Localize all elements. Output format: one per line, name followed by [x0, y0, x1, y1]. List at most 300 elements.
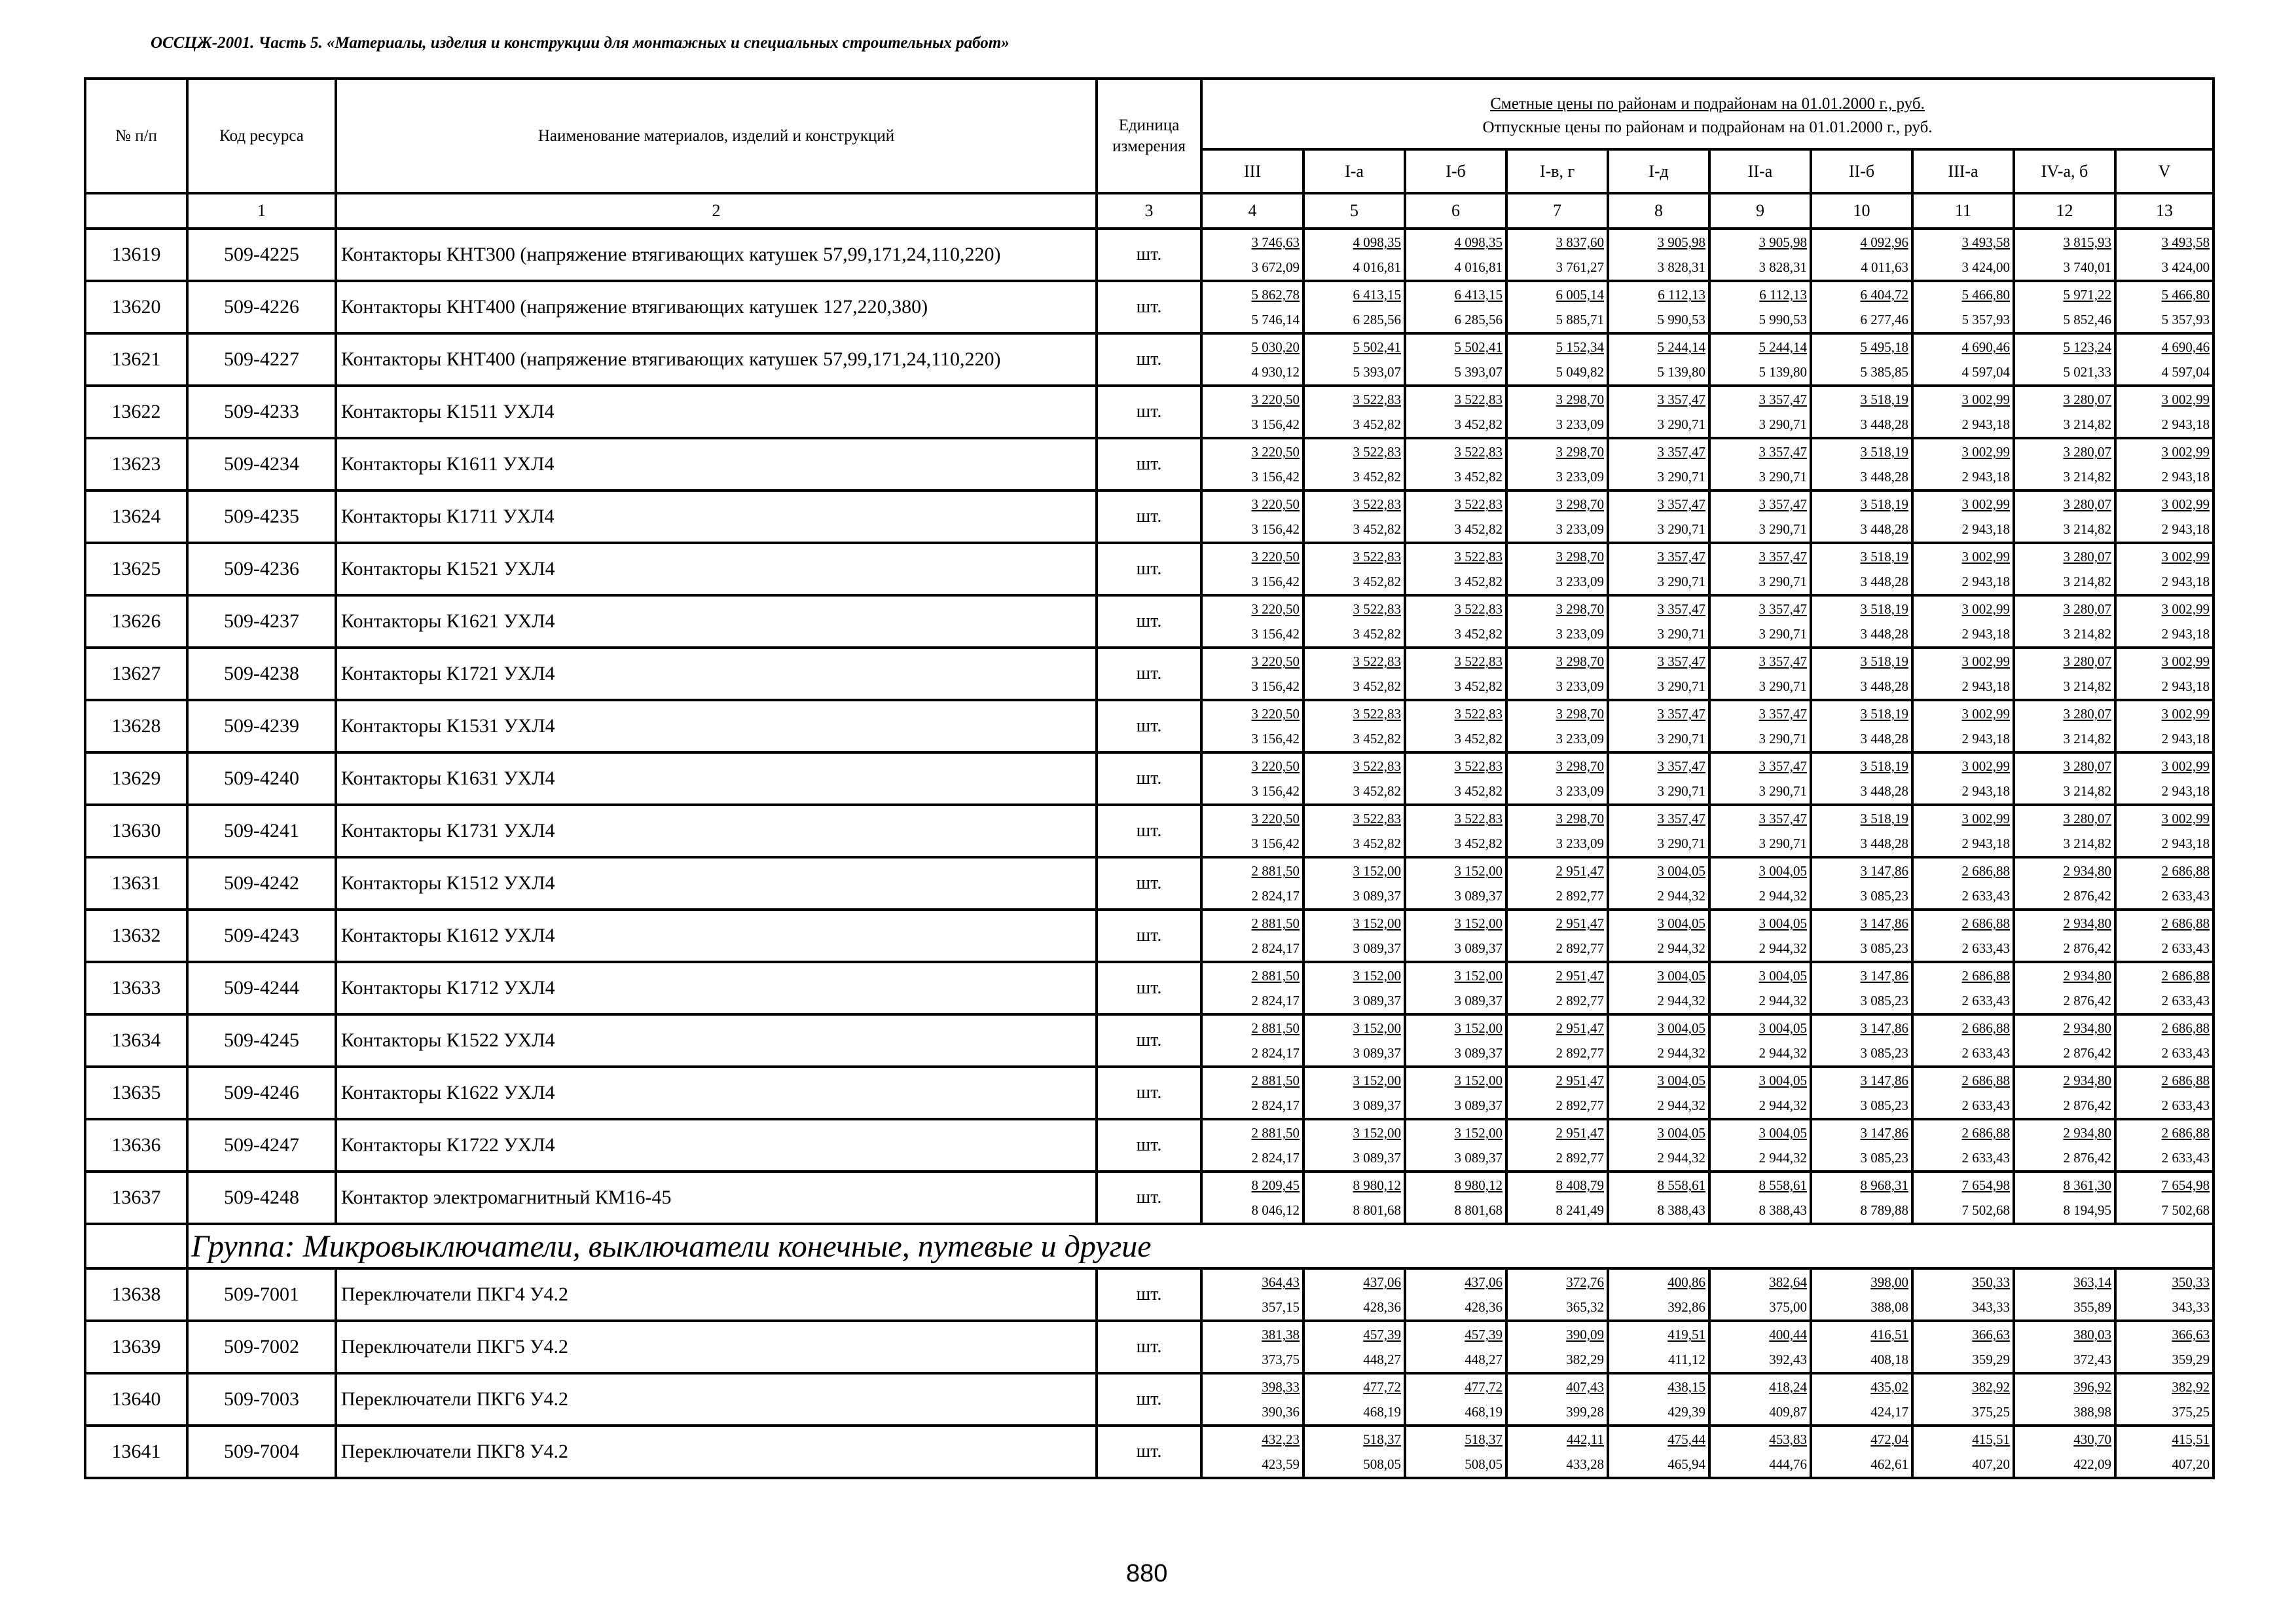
release-price: 3 448,28: [1860, 836, 1908, 851]
price-cell: [1811, 910, 1912, 962]
price-cell: [1201, 281, 1303, 333]
resource-code: 509-7001: [187, 1268, 336, 1321]
price-cell: [2014, 1268, 2115, 1321]
estimate-price: 3 152,00: [1353, 863, 1401, 879]
resource-code: 509-4246: [187, 1067, 336, 1119]
estimate-price: 3 004,05: [1657, 1020, 1705, 1036]
release-price: 5 021,33: [2063, 364, 2111, 380]
table-row: [85, 752, 2214, 805]
price-cell: [1303, 805, 1405, 857]
release-price: 3 089,37: [1353, 1098, 1401, 1113]
release-price: 399,28: [1566, 1404, 1604, 1420]
release-price: 3 085,23: [1860, 993, 1908, 1008]
release-price: 3 452,82: [1353, 469, 1401, 485]
release-price: 2 943,18: [2161, 416, 2210, 432]
unit-cell: шт.: [1097, 1373, 1201, 1426]
price-cell: [2115, 857, 2214, 910]
release-price: 2 943,18: [1961, 574, 2010, 589]
estimate-price: 364,43: [1262, 1274, 1300, 1290]
estimate-price: 2 686,88: [2161, 1020, 2210, 1036]
price-cell: [1405, 386, 1506, 438]
estimate-price: 2 686,88: [2161, 968, 2210, 984]
price-cell: [2115, 595, 2214, 648]
estimate-price: 3 002,99: [1961, 392, 2010, 407]
price-cell: [1709, 1119, 1811, 1172]
unit-cell: шт.: [1097, 1014, 1201, 1067]
unit-cell: шт.: [1097, 1426, 1201, 1478]
price-cell: [1405, 962, 1506, 1014]
release-price: 2 943,18: [1961, 836, 2010, 851]
release-price: 3 448,28: [1860, 783, 1908, 799]
release-price: 3 089,37: [1353, 1150, 1401, 1166]
release-price: 2 824,17: [1251, 993, 1300, 1008]
estimate-price: 432,23: [1262, 1431, 1300, 1447]
release-price: 508,05: [1465, 1456, 1503, 1472]
price-cell: [1405, 857, 1506, 910]
estimate-price: 3 522,83: [1353, 549, 1401, 564]
release-price: 2 633,43: [2161, 1045, 2210, 1061]
header-region: I-а: [1303, 149, 1405, 193]
estimate-price: 6 112,13: [1759, 287, 1807, 303]
price-cell: [1506, 1426, 1608, 1478]
price-cell: [1608, 543, 1709, 595]
price-cell: [1811, 229, 1912, 281]
release-price: 5 852,46: [2063, 312, 2111, 327]
page-number: 880: [1126, 1560, 1168, 1587]
estimate-price: 2 881,50: [1251, 1125, 1300, 1141]
price-cell: [1201, 805, 1303, 857]
price-cell: [2014, 543, 2115, 595]
price-cell: [1506, 490, 1608, 543]
estimate-price: 3 522,83: [1454, 758, 1503, 774]
estimate-price: 3 357,47: [1758, 706, 1807, 722]
price-cell: [1912, 490, 2014, 543]
estimate-price: 3 493,58: [2161, 234, 2210, 250]
price-cell: [1405, 700, 1506, 752]
price-cell: [2014, 962, 2115, 1014]
estimate-price: 5 502,41: [1353, 339, 1401, 355]
price-cell: [1201, 1373, 1303, 1426]
material-name: Контакторы К1622 УХЛ4: [336, 1067, 1097, 1119]
release-price: 373,75: [1262, 1352, 1300, 1367]
header-column-number: 6: [1405, 193, 1506, 229]
price-cell: [2115, 1014, 2214, 1067]
release-price: 2 944,32: [1758, 993, 1807, 1008]
estimate-price: 3 837,60: [1556, 234, 1604, 250]
release-price: 3 424,00: [2161, 259, 2210, 275]
estimate-price: 3 147,86: [1860, 1125, 1908, 1141]
release-price: 2 892,77: [1556, 1098, 1604, 1113]
estimate-price: 5 030,20: [1251, 339, 1300, 355]
price-cell: [1303, 333, 1405, 386]
release-price: 6 285,56: [1454, 312, 1503, 327]
resource-code: 509-4242: [187, 857, 336, 910]
row-index: 13622: [85, 386, 187, 438]
price-cell: [1303, 1321, 1405, 1373]
release-price: 3 089,37: [1454, 1045, 1503, 1061]
release-price: 2 943,18: [2161, 678, 2210, 694]
price-cell: [1608, 857, 1709, 910]
estimate-price: 3 522,83: [1454, 549, 1503, 564]
table-row: [85, 386, 2214, 438]
estimate-price: 2 881,50: [1251, 968, 1300, 984]
estimate-price: 5 244,14: [1758, 339, 1807, 355]
estimate-price: 3 002,99: [1961, 811, 2010, 826]
release-price: 3 290,71: [1758, 678, 1807, 694]
estimate-price: 3 357,47: [1758, 549, 1807, 564]
price-cell: [1506, 910, 1608, 962]
price-cell: [1912, 1172, 2014, 1224]
estimate-price: 5 244,14: [1657, 339, 1705, 355]
price-cell: [1608, 438, 1709, 490]
material-name: Контакторы К1712 УХЛ4: [336, 962, 1097, 1014]
price-cell: [2014, 1373, 2115, 1426]
group-index-cell: [85, 1224, 187, 1268]
resource-code: 509-4243: [187, 910, 336, 962]
price-cell: [1811, 386, 1912, 438]
estimate-price: 3 152,00: [1353, 1020, 1401, 1036]
resource-code: 509-4235: [187, 490, 336, 543]
estimate-price: 366,63: [2172, 1327, 2210, 1342]
price-cell: [1405, 1373, 1506, 1426]
unit-cell: шт.: [1097, 1321, 1201, 1373]
header-region: II-б: [1811, 149, 1912, 193]
release-price: 4 930,12: [1251, 364, 1300, 380]
estimate-price: 415,51: [1972, 1431, 2010, 1447]
header-region: IV-а, б: [2014, 149, 2115, 193]
release-price: 3 085,23: [1860, 1045, 1908, 1061]
price-cell: [1811, 805, 1912, 857]
price-cell: [1709, 386, 1811, 438]
release-price: 3 452,82: [1353, 678, 1401, 694]
price-cell: [1201, 490, 1303, 543]
release-price: 3 452,82: [1454, 521, 1503, 537]
header-release-title: Отпускные цены по районам и подрайонам на 01.01.2000 г., руб.: [1482, 119, 1933, 136]
header-column-number: 13: [2115, 193, 2214, 229]
release-price: 3 233,09: [1556, 626, 1604, 642]
estimate-price: 3 357,47: [1657, 549, 1705, 564]
row-index: 13632: [85, 910, 187, 962]
estimate-price: 2 934,80: [2063, 1073, 2111, 1088]
release-price: 3 290,71: [1758, 469, 1807, 485]
estimate-price: 2 951,47: [1556, 863, 1604, 879]
release-price: 3 233,09: [1556, 731, 1604, 747]
release-price: 392,43: [1769, 1352, 1807, 1367]
release-price: 355,89: [2073, 1299, 2111, 1315]
release-price: 3 089,37: [1454, 1150, 1503, 1166]
price-cell: [2115, 1067, 2214, 1119]
release-price: 3 214,82: [2063, 416, 2111, 432]
price-cell: [1709, 648, 1811, 700]
price-cell: [1608, 1119, 1709, 1172]
release-price: 3 089,37: [1353, 888, 1401, 904]
price-cell: [1811, 1426, 1912, 1478]
release-price: 448,27: [1363, 1352, 1401, 1367]
price-cell: [1405, 1172, 1506, 1224]
estimate-price: 3 518,19: [1860, 601, 1908, 617]
row-index: 13619: [85, 229, 187, 281]
estimate-price: 3 357,47: [1758, 496, 1807, 512]
release-price: 3 156,42: [1251, 416, 1300, 432]
release-price: 2 876,42: [2063, 1045, 2111, 1061]
material-name: Контакторы К1621 УХЛ4: [336, 595, 1097, 648]
price-cell: [1506, 1373, 1608, 1426]
estimate-price: 3 220,50: [1251, 549, 1300, 564]
release-price: 2 944,32: [1657, 1098, 1705, 1113]
price-cell: [1709, 1426, 1811, 1478]
release-price: 3 233,09: [1556, 521, 1604, 537]
price-cell: [1303, 1119, 1405, 1172]
estimate-price: 3 002,99: [1961, 444, 2010, 460]
header-region: I-д: [1608, 149, 1709, 193]
release-price: 3 290,71: [1758, 521, 1807, 537]
price-cell: [2115, 1172, 2214, 1224]
header-column-number: 9: [1709, 193, 1811, 229]
estimate-price: 407,43: [1566, 1379, 1604, 1395]
release-price: 3 089,37: [1454, 888, 1503, 904]
price-cell: [1405, 648, 1506, 700]
release-price: 2 824,17: [1251, 1150, 1300, 1166]
price-cell: [1608, 752, 1709, 805]
header-region: I-в, г: [1506, 149, 1608, 193]
price-cell: [1405, 805, 1506, 857]
release-price: 2 943,18: [1961, 521, 2010, 537]
estimate-price: 5 466,80: [1961, 287, 2010, 303]
price-cell: [1912, 281, 2014, 333]
release-price: 3 452,82: [1353, 574, 1401, 589]
resource-code: 509-4236: [187, 543, 336, 595]
price-cell: [1912, 752, 2014, 805]
release-price: 409,87: [1769, 1404, 1807, 1420]
price-cell: [2014, 648, 2115, 700]
release-price: 2 943,18: [2161, 783, 2210, 799]
material-name: Контакторы К1722 УХЛ4: [336, 1119, 1097, 1172]
release-price: 3 290,71: [1657, 836, 1705, 851]
estimate-price: 3 147,86: [1860, 1020, 1908, 1036]
estimate-price: 3 280,07: [2063, 811, 2111, 826]
price-cell: [2014, 281, 2115, 333]
release-price: 2 943,18: [2161, 626, 2210, 642]
release-price: 2 876,42: [2063, 1098, 2111, 1113]
estimate-price: 3 357,47: [1758, 392, 1807, 407]
release-price: 3 448,28: [1860, 574, 1908, 589]
estimate-price: 3 518,19: [1860, 811, 1908, 826]
release-price: 2 943,18: [2161, 574, 2210, 589]
estimate-price: 2 686,88: [1961, 915, 2010, 931]
price-cell: [1912, 1426, 2014, 1478]
price-cell: [1303, 281, 1405, 333]
estimate-price: 3 002,99: [1961, 549, 2010, 564]
resource-code: 509-4239: [187, 700, 336, 752]
estimate-price: 3 152,00: [1454, 968, 1503, 984]
estimate-price: 382,92: [1972, 1379, 2010, 1395]
release-price: 3 761,27: [1556, 259, 1604, 275]
estimate-price: 3 357,47: [1758, 758, 1807, 774]
release-price: 3 156,42: [1251, 731, 1300, 747]
price-cell: [1201, 1172, 1303, 1224]
price-cell: [1709, 543, 1811, 595]
release-price: 3 233,09: [1556, 678, 1604, 694]
row-index: 13620: [85, 281, 187, 333]
price-cell: [1608, 1067, 1709, 1119]
price-cell: [1811, 857, 1912, 910]
price-cell: [2014, 1119, 2115, 1172]
estimate-price: 3 518,19: [1860, 706, 1908, 722]
price-cell: [1405, 595, 1506, 648]
release-price: 2 633,43: [2161, 1098, 2210, 1113]
price-cell: [1608, 229, 1709, 281]
estimate-price: 2 686,88: [1961, 1125, 2010, 1141]
price-cell: [2014, 1172, 2115, 1224]
estimate-price: 3 002,99: [2161, 392, 2210, 407]
unit-cell: шт.: [1097, 752, 1201, 805]
table-row: [85, 1014, 2214, 1067]
estimate-price: 3 152,00: [1353, 1073, 1401, 1088]
price-cell: [1506, 386, 1608, 438]
release-price: 6 277,46: [1860, 312, 1908, 327]
release-price: 5 139,80: [1758, 364, 1807, 380]
price-cell: [2014, 857, 2115, 910]
price-cell: [1405, 1426, 1506, 1478]
estimate-price: 8 408,79: [1556, 1177, 1604, 1193]
table-row: [85, 700, 2214, 752]
table-row: [85, 962, 2214, 1014]
release-price: 468,19: [1363, 1404, 1401, 1420]
release-price: 2 876,42: [2063, 888, 2111, 904]
estimate-price: 3 280,07: [2063, 496, 2111, 512]
release-price: 7 502,68: [2161, 1202, 2210, 1218]
row-index: 13625: [85, 543, 187, 595]
release-price: 2 944,32: [1657, 1045, 1705, 1061]
release-price: 5 990,53: [1758, 312, 1807, 327]
release-price: 388,98: [2073, 1404, 2111, 1420]
estimate-price: 3 147,86: [1860, 968, 1908, 984]
row-index: 13629: [85, 752, 187, 805]
estimate-price: 3 004,05: [1758, 863, 1807, 879]
release-price: 3 156,42: [1251, 783, 1300, 799]
estimate-price: 3 004,05: [1657, 1073, 1705, 1088]
estimate-price: 3 220,50: [1251, 758, 1300, 774]
estimate-price: 3 357,47: [1758, 654, 1807, 669]
estimate-price: 3 004,05: [1657, 915, 1705, 931]
release-price: 5 746,14: [1251, 312, 1300, 327]
release-price: 375,25: [2172, 1404, 2210, 1420]
estimate-price: 3 002,99: [2161, 444, 2210, 460]
price-cell: [1405, 1067, 1506, 1119]
price-cell: [1506, 700, 1608, 752]
release-price: 3 233,09: [1556, 416, 1604, 432]
estimate-price: 3 280,07: [2063, 549, 2111, 564]
release-price: 3 828,31: [1657, 259, 1705, 275]
header-code: Код ресурса: [187, 79, 336, 193]
price-cell: [2115, 229, 2214, 281]
estimate-price: 518,37: [1363, 1431, 1401, 1447]
release-price: 423,59: [1262, 1456, 1300, 1472]
estimate-price: 3 357,47: [1758, 811, 1807, 826]
price-cell: [2014, 1426, 2115, 1478]
release-price: 5 357,93: [1961, 312, 2010, 327]
estimate-price: 3 280,07: [2063, 444, 2111, 460]
row-index: 13635: [85, 1067, 187, 1119]
estimate-price: 396,92: [2073, 1379, 2111, 1395]
release-price: 3 290,71: [1758, 731, 1807, 747]
unit-cell: шт.: [1097, 595, 1201, 648]
estimate-price: 6 005,14: [1556, 287, 1604, 303]
estimate-price: 3 147,86: [1860, 1073, 1908, 1088]
header-name: Наименование материалов, изделий и конструкций: [336, 79, 1097, 193]
release-price: 5 049,82: [1556, 364, 1604, 380]
unit-cell: шт.: [1097, 962, 1201, 1014]
estimate-price: 398,00: [1870, 1274, 1908, 1290]
price-cell: [1405, 543, 1506, 595]
table-row: [85, 1268, 2214, 1321]
release-price: 422,09: [2073, 1456, 2111, 1472]
release-price: 433,28: [1566, 1456, 1604, 1472]
estimate-price: 3 220,50: [1251, 392, 1300, 407]
release-price: 8 789,88: [1860, 1202, 1908, 1218]
estimate-price: 3 152,00: [1353, 1125, 1401, 1141]
estimate-price: 3 518,19: [1860, 392, 1908, 407]
estimate-price: 416,51: [1870, 1327, 1908, 1342]
release-price: 5 990,53: [1657, 312, 1705, 327]
estimate-price: 3 357,47: [1657, 811, 1705, 826]
price-cell: [1912, 700, 2014, 752]
table-row: [85, 910, 2214, 962]
estimate-price: 3 522,83: [1454, 654, 1503, 669]
estimate-price: 3 522,83: [1454, 392, 1503, 407]
release-price: 3 156,42: [1251, 836, 1300, 851]
release-price: 2 633,43: [2161, 993, 2210, 1008]
header-estimate-title: Сметные цены по районам и подрайонам на 01.01.2000 г., руб.: [1490, 95, 1925, 113]
estimate-price: 2 686,88: [2161, 1073, 2210, 1088]
material-name: Контакторы КНТ400 (напряжение втягивающих катушек 57,99,171,24,110,220): [336, 333, 1097, 386]
price-cell: [1608, 1172, 1709, 1224]
release-price: 3 156,42: [1251, 678, 1300, 694]
estimate-price: 3 280,07: [2063, 601, 2111, 617]
header-column-number: 3: [1097, 193, 1201, 229]
estimate-price: 3 152,00: [1454, 1020, 1503, 1036]
price-cell: [1201, 1321, 1303, 1373]
price-cell: [1811, 1373, 1912, 1426]
release-price: 8 194,95: [2063, 1202, 2111, 1218]
estimate-price: 2 686,88: [2161, 863, 2210, 879]
price-cell: [1201, 857, 1303, 910]
estimate-price: 6 112,13: [1658, 287, 1705, 303]
release-price: 2 633,43: [2161, 1150, 2210, 1166]
release-price: 3 290,71: [1758, 836, 1807, 851]
estimate-price: 3 522,83: [1353, 811, 1401, 826]
estimate-price: 453,83: [1769, 1431, 1807, 1447]
price-cell: [1303, 752, 1405, 805]
price-cell: [1811, 1321, 1912, 1373]
price-cell: [1303, 857, 1405, 910]
release-price: 3 452,82: [1454, 469, 1503, 485]
estimate-price: 2 686,88: [1961, 863, 2010, 879]
estimate-price: 366,63: [1972, 1327, 2010, 1342]
price-cell: [1709, 1321, 1811, 1373]
estimate-price: 3 522,83: [1454, 706, 1503, 722]
price-cell: [1912, 1119, 2014, 1172]
price-cell: [1811, 648, 1912, 700]
estimate-price: 3 004,05: [1758, 1020, 1807, 1036]
price-cell: [1201, 1268, 1303, 1321]
row-index: 13638: [85, 1268, 187, 1321]
estimate-price: 2 934,80: [2063, 1020, 2111, 1036]
estimate-price: 3 002,99: [2161, 706, 2210, 722]
price-cell: [1201, 1119, 1303, 1172]
estimate-price: 7 654,98: [1961, 1177, 2010, 1193]
row-index: 13634: [85, 1014, 187, 1067]
